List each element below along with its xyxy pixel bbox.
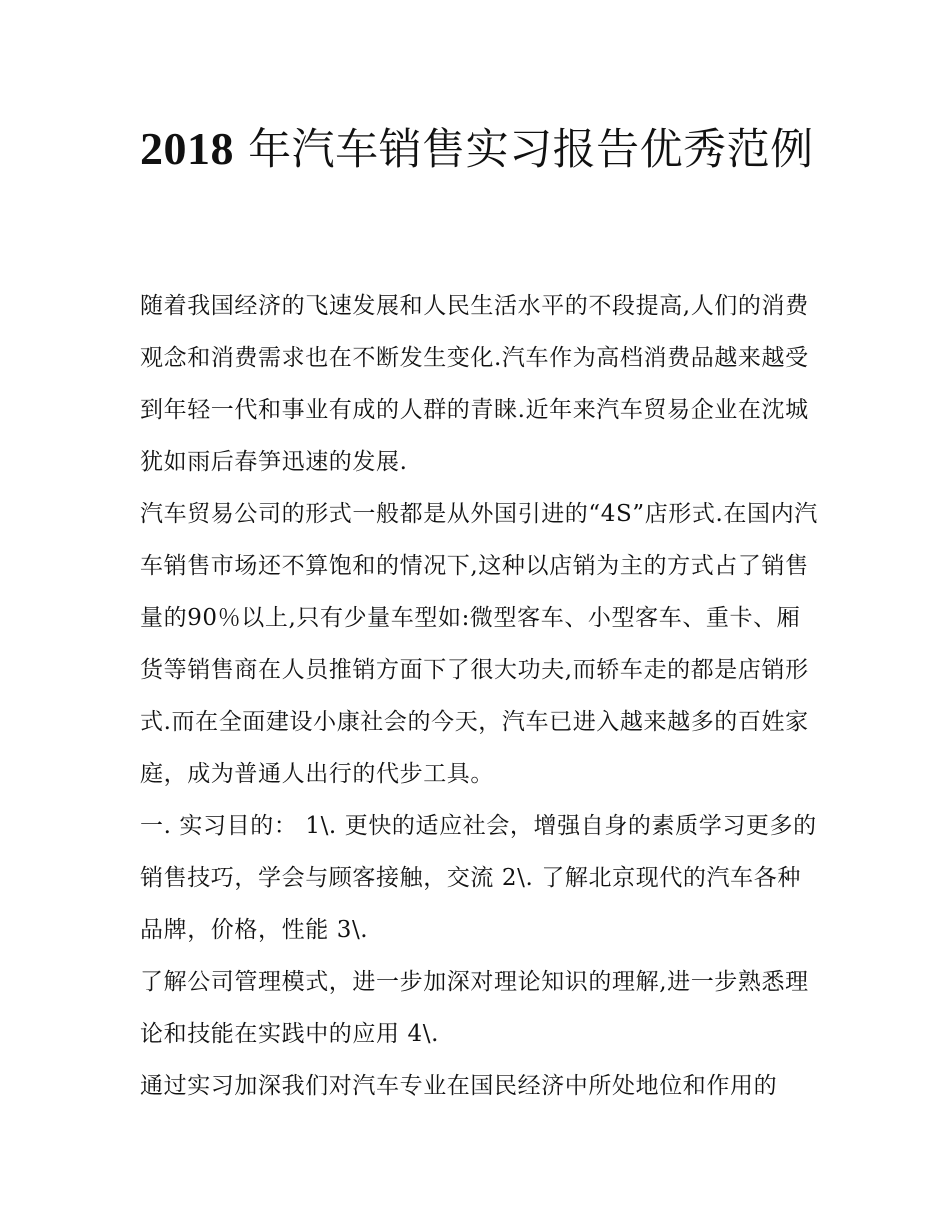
- title-text: 年汽车销售实习报告优秀范例: [248, 125, 814, 175]
- paragraph-management-mode: 了解公司管理模式，进一步加深对理论知识的理解,进一步熟悉理论和技能在实践中的应用 4\.: [140, 969, 809, 1047]
- document-body: [140, 280, 820, 1112]
- paragraph-internship-purpose: 一. 实习目的： 1\. 更快的适应社会，增强自身的素质学习更多的销售技巧，学会与顾客接触，交流 2\. 了解北京现代的汽车各种品牌，价格，性能 3\.: [140, 813, 817, 943]
- paragraph-4s-stores: 汽车贸易公司的形式一般都是从外国引进的“4S”店形式.在国内汽车销售市场还不算饱和的情况下,这种以店销为主的方式占了销售量的90％以上,只有少量车型如:微型客车、小型客车、重卡、厢货等销售商在人员推销方面下了很大功夫,而轿车走的都是店销形式.而在全面建设小康社会的今天，汽车已进入越来越多的百姓家庭，成为普通人出行的代步工具。: [140, 501, 818, 787]
- title-year: 2018: [140, 123, 234, 174]
- paragraph-intro: 随着我国经济的飞速发展和人民生活水平的不段提高,人们的消费观念和消费需求也在不断发生变化.汽车作为高档消费品越来越受到年轻一代和事业有成的人群的青睐.近年来汽车贸易企业在沈城犹如雨后春笋迅速的发展.: [140, 293, 809, 475]
- paragraph-deepen-understanding: 通过实习加深我们对汽车专业在国民经济中所处地位和作用的: [140, 1073, 778, 1099]
- document-title: [140, 110, 820, 189]
